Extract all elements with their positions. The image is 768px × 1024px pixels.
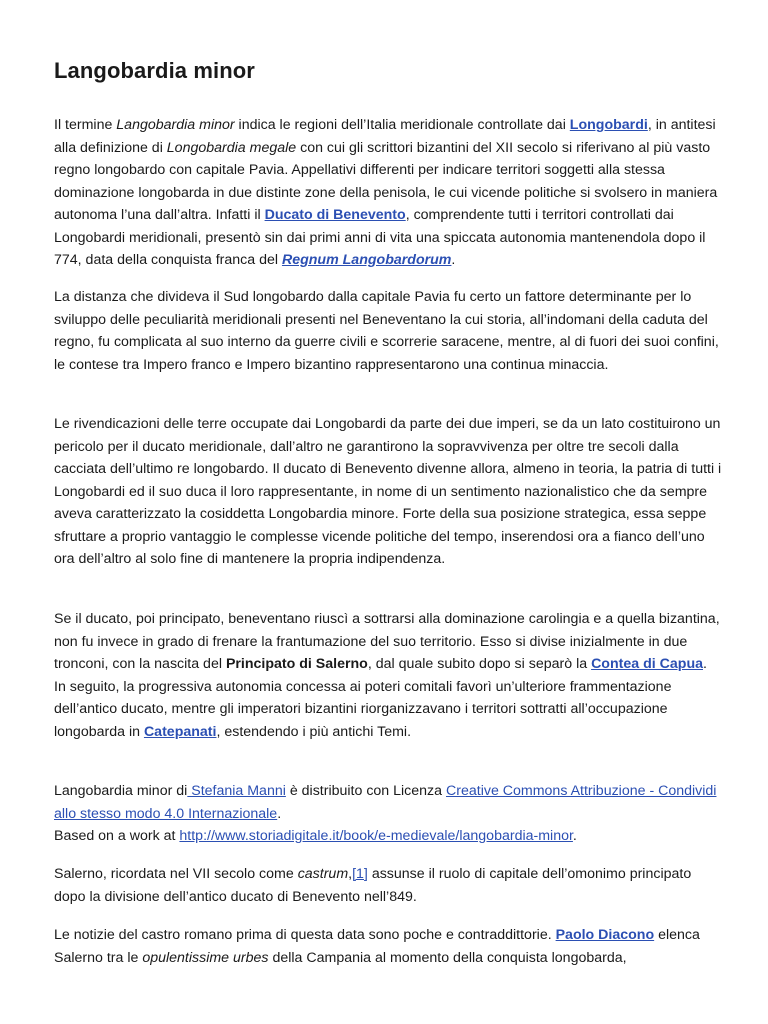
text: assunse il ruolo di capitale dell’omonimo principato dopo la divisione dell’antico ducato di Benevento nell’849.	[54, 866, 692, 905]
text: Le notizie del castro romano prima di questa data sono poche e contraddittorie.	[54, 927, 556, 943]
paragraph-principato	[54, 608, 722, 743]
link-contea-di-capua[interactable]: Contea di Capua	[591, 656, 703, 672]
text: Based on a work at	[54, 828, 180, 844]
text: . In seguito, la progressiva autonomia concessa ai poteri comitali favorì un’ulteriore frammentazione dell’antico ducato, mentre gli imperatori bizantini riorganizzavano i territori sottratti all’occupazione longobarda in	[54, 656, 707, 740]
link-longobardi[interactable]: Longobardi	[569, 117, 648, 133]
paragraph-rivendicazioni: Le rivendicazioni delle terre occupate dai Longobardi da parte dei due imperi, se da un lato costituirono un pericolo per il ducato meridionale, dall’altro ne garantirono la sopravvivenza per oltre tre secoli dalla cacciata dell’ultimo re longobardo. Il ducato di Benevento divenne allora, almeno in teoria, la patria di tutti i Longobardi ed il suo duca il loro rappresentante, in nome di un sentimento nazionalistico che da sempre aveva caratterizzato la cosiddetta Longobardia minore. Forte della sua posizione strategica, essa seppe sfruttare a proprio vantaggio le complesse vicende politiche del tempo, inserendosi ora a fianco dell’uno ora dell’altro al solo fine di mantenere la propria indipendenza.	[54, 416, 722, 567]
text: con cui gli scrittori bizantini del XII secolo si riferivano al più vasto regno longobardo con capitale Pavia. Appellativi differenti per indicare territori soggetti alla stessa dominazione longobarda in due distinte zone della penisola, le cui vicende politiche si svolsero in maniera autonoma l’una dall’altra. Infatti il	[54, 139, 718, 223]
link-source-url[interactable]: http://www.storiadigitale.it/book/e-medievale/langobardia-minor	[179, 828, 573, 844]
footnote-link[interactable]: [1]	[352, 866, 368, 882]
text: indica le regioni dell’Italia meridionale controllate dai	[234, 117, 570, 133]
text: è distribuito con Licenza	[285, 783, 446, 799]
text: elenca Salerno tra le	[54, 927, 700, 966]
text: , estendendo i più antichi Temi.	[216, 723, 412, 740]
link-ducato-di-benevento[interactable]: Ducato di Benevento	[264, 207, 406, 223]
link-catepanati[interactable]: Catepanati	[143, 723, 217, 740]
text-italic: castrum	[297, 866, 349, 882]
link-author[interactable]: Stefania Manni	[187, 783, 286, 799]
text-italic: Longobardia megale	[166, 139, 297, 156]
text: .	[572, 828, 577, 844]
text: Se il ducato, poi principato, beneventano riuscì a sottrarsi alla dominazione carolingia e a quella bizantina, non fu invece in grado di frenare la frantumazione del suo territorio. Esso si divise inizialmente in due tronconi, con la nascita del	[54, 611, 720, 672]
text: , in antitesi alla definizione di	[54, 117, 716, 156]
text: Langobardia minor di	[54, 783, 188, 799]
paragraph-salerno	[54, 863, 722, 908]
text: Salerno, ricordata nel VII secolo come	[54, 866, 298, 882]
text: , comprendente tutti i territori controllati dai Longobardi meridionali, presentò sin dai primi anni di vita una spiccata autonomia mantenendola dopo il 774, data della conquista franca del	[54, 207, 706, 268]
text: della Campania al momento della conquista longobarda,	[268, 949, 627, 966]
text: Il termine	[54, 117, 117, 133]
text: ,	[348, 866, 353, 882]
text: .	[277, 805, 282, 822]
license-notice	[54, 780, 722, 848]
text-italic: Langobardia minor	[116, 117, 235, 133]
link-paolo-diacono[interactable]: Paolo Diacono	[555, 927, 655, 943]
text-bold: Principato di Salerno	[225, 656, 368, 672]
link-license[interactable]: Creative Commons Attribuzione - Condividi allo stesso modo 4.0 Internazionale	[54, 783, 717, 822]
text-italic: opulentissime urbes	[142, 949, 269, 966]
paragraph-notizie	[54, 924, 722, 969]
text: .	[451, 252, 456, 268]
paragraph-distanza: La distanza che divideva il Sud longobardo dalla capitale Pavia fu certo un fattore determinante per lo sviluppo delle peculiarità meridionali presenti nel Beneventano la cui storia, all’indomani della caduta del regno, fu complicata al suo interno da guerre civili e scorrerie saracene, mentre, al di fuori dei suoi confini, le contese tra Impero franco e Impero bizantino rappresentarono una continua minaccia.	[54, 289, 719, 373]
page-title: Langobardia minor	[54, 58, 255, 83]
link-regnum-langobardorum[interactable]: Regnum Langobardorum	[281, 252, 452, 268]
text: , dal quale subito dopo si separò la	[367, 656, 592, 672]
paragraph-intro	[54, 114, 722, 272]
